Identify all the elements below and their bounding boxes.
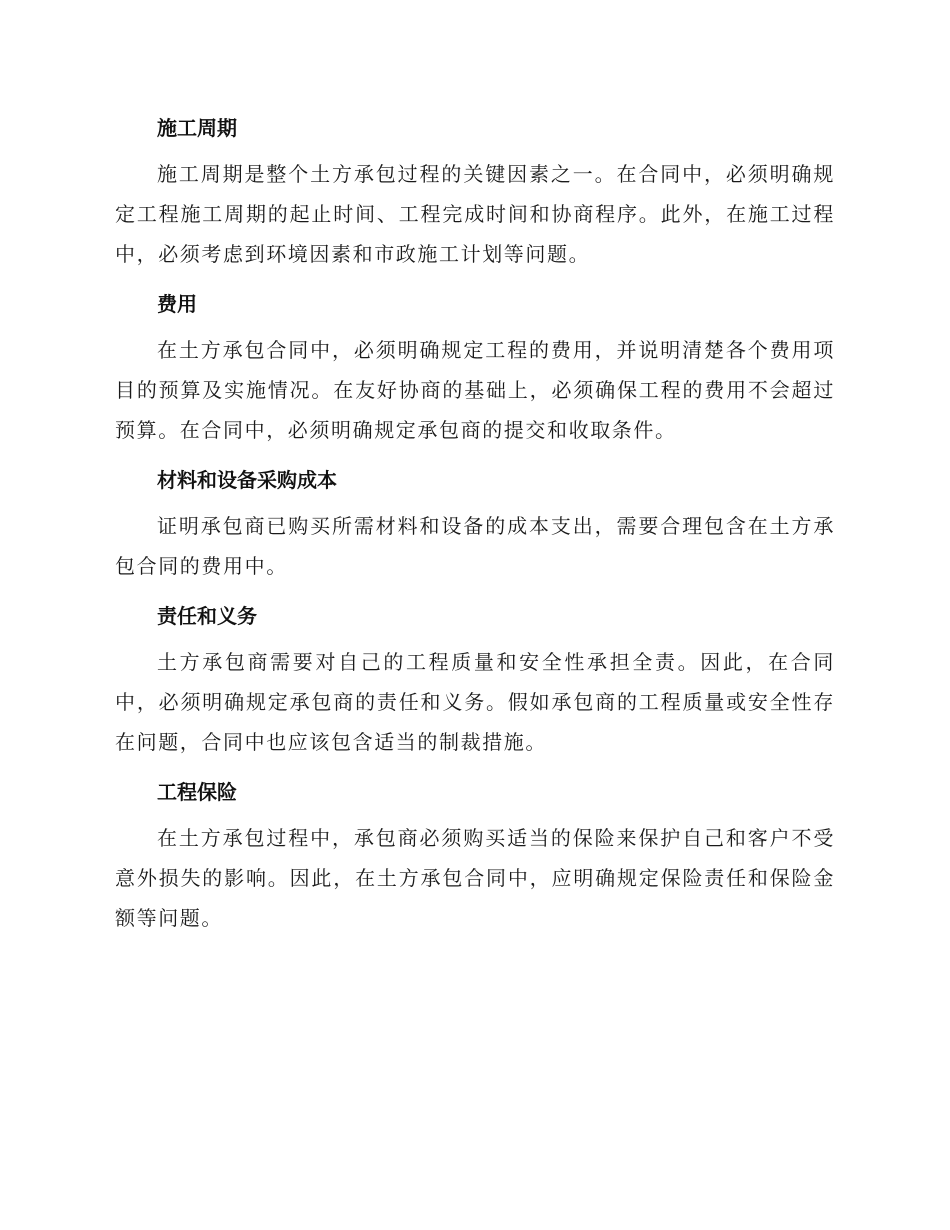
document-content (115, 108, 835, 948)
section-body-responsibilities: 土方承包商需要对自己的工程质量和安全性承担全责。因此，在合同中，必须明确规定承包商的责任和义务。假如承包商的工程质量或安全性存在问题，合同中也应该包含适当的制裁措施。 (115, 650, 835, 754)
section-heading-construction-period: 施工周期 (157, 116, 237, 140)
section-body-construction-period: 施工周期是整个土方承包过程的关键因素之一。在合同中，必须明确规定工程施工周期的起止时间、工程完成时间和协商程序。此外，在施工过程中，必须考虑到环境因素和市政施工计划等问题。 (115, 162, 835, 266)
section-heading-materials-equipment: 材料和设备采购成本 (157, 468, 337, 492)
section-heading-costs: 费用 (157, 292, 197, 316)
section-heading-insurance: 工程保险 (157, 780, 237, 804)
section-body-insurance: 在土方承包过程中，承包商必须购买适当的保险来保护自己和客户不受意外损失的影响。因此，在土方承包合同中，应明确规定保险责任和保险金额等问题。 (115, 826, 835, 930)
section-heading-responsibilities: 责任和义务 (157, 604, 257, 628)
section-body-materials-equipment: 证明承包商已购买所需材料和设备的成本支出，需要合理包含在土方承包合同的费用中。 (115, 514, 835, 578)
section-body-costs: 在土方承包合同中，必须明确规定工程的费用，并说明清楚各个费用项目的预算及实施情况。在友好协商的基础上，必须确保工程的费用不会超过预算。在合同中，必须明确规定承包商的提交和收取条件。 (115, 338, 835, 442)
